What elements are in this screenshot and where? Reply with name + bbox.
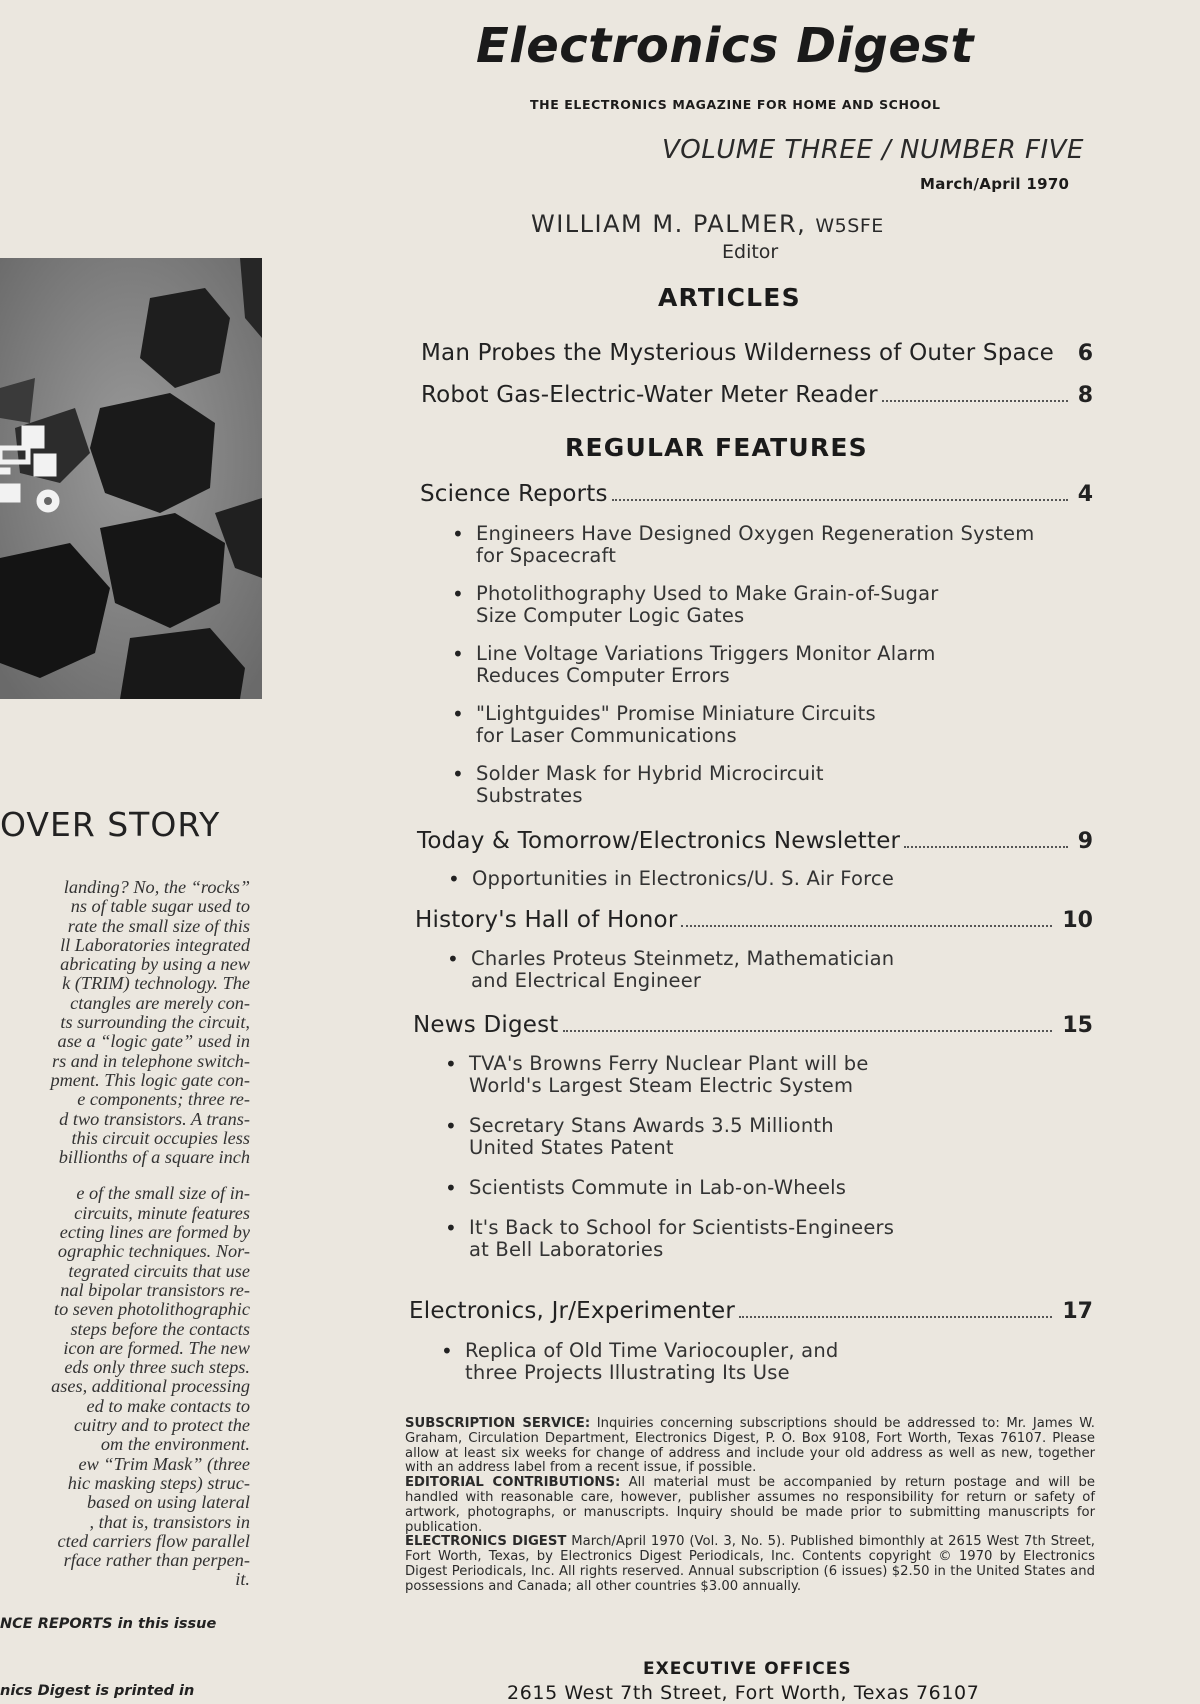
cover-story-line: eds only three such steps. [64, 1357, 250, 1378]
articles-list [421, 336, 1093, 408]
feature-title: Science Reports [420, 481, 608, 507]
volume-number: VOLUME THREE / NUMBER FIVE [662, 135, 1084, 165]
history-bullets [471, 948, 894, 992]
cover-photo [0, 258, 262, 699]
cover-story-line: it. [235, 1569, 250, 1590]
bullet-item: • TVA's Browns Ferry Nuclear Plant will be World's Largest Steam Electric System [469, 1053, 894, 1097]
magazine-tagline: THE ELECTRONICS MAGAZINE FOR HOME AND SCHOOL [530, 97, 941, 112]
article-row[interactable] [421, 378, 1093, 408]
cover-story-line: to seven photolithographic [54, 1299, 250, 1320]
feature-experimenter [409, 1294, 1093, 1324]
feature-row[interactable] [409, 1294, 1093, 1324]
issue-date: March/April 1970 [920, 175, 1070, 193]
cover-story-line: landing? No, the “rocks” [63, 877, 250, 897]
cover-story-line: steps before the contacts [70, 1318, 250, 1339]
cover-story-line: ase a “logic gate” used in [57, 1031, 250, 1052]
bullet-item: • It's Back to School for Scientists-Engineers at Bell Laboratories [469, 1217, 894, 1261]
article-title: Robot Gas-Electric-Water Meter Reader [421, 382, 878, 408]
cover-story-line: ew “Trim Mask” (three [78, 1453, 250, 1474]
cover-story-line: ecting lines are formed by [59, 1222, 250, 1243]
cover-story-line: ns of table sugar used to [70, 896, 250, 917]
cover-story-line: tegrated circuits that use [68, 1260, 250, 1281]
cover-story-line: based on using lateral [86, 1492, 250, 1513]
feature-history [415, 903, 1093, 933]
executive-offices-heading: EXECUTIVE OFFICES [643, 1659, 852, 1679]
articles-heading: ARTICLES [658, 283, 801, 312]
cover-story-line: circuits, minute features [74, 1202, 250, 1223]
editor-callsign: W5SFE [815, 215, 884, 237]
subscription-text: Inquiries concerning subscriptions should be addressed to: Mr. James W. Graham, Circulation Department, Electronics Digest, P. O. Box 9108, Fort Worth, Texas 76107. Please allow at least six weeks for change of address and include your old address as well as new, together with an address label from a recent issue, if possible. [405, 1416, 1095, 1476]
feature-news-digest [413, 1008, 1093, 1038]
cover-story-line: e components; three re- [77, 1089, 250, 1110]
fine-print [405, 1417, 1095, 1595]
dot-leader [612, 498, 1068, 501]
publication-text: March/April 1970 (Vol. 3, No. 5). Published bimonthly at 2615 West 7th Street, Fort Worth, Texas, by Electronics Digest Periodicals, Inc. Contents copyright © 1970 by Electronics Digest Periodicals, Inc. All rights reserved. Annual subscription (6 issues) $2.50 in the United States and possessions and Canada; all other countries $3.00 annually. [405, 1534, 1095, 1594]
experimenter-bullets [465, 1340, 838, 1384]
dot-leader [563, 1029, 1053, 1032]
bullet-item: • Photolithography Used to Make Grain-of-Sugar Size Computer Logic Gates [476, 583, 1034, 627]
science-reports-bullets [476, 523, 1034, 807]
cover-story-line: nal bipolar transistors re- [60, 1279, 250, 1300]
cover-story-line: cuitry and to protect the [73, 1415, 250, 1436]
editorial-text: All material must be accompanied by return postage and will be handled with reasonable care, however, publisher assumes no responsibility for return or safety of artwork, photographs, or manuscripts. Inquiry should be made prior to submitting manuscripts for publication. [405, 1475, 1095, 1535]
printed-note: nics Digest is printed in [0, 1683, 195, 1699]
article-row[interactable] [421, 336, 1093, 366]
editor-name [531, 210, 884, 238]
cover-story-line: ts surrounding the circuit, [60, 1012, 250, 1033]
dot-leader [681, 924, 1052, 927]
dot-leader [882, 399, 1068, 402]
cover-story-line: rs and in telephone switch- [51, 1050, 250, 1071]
article-page: 8 [1077, 383, 1093, 408]
cover-story-line: k (TRIM) technology. The [62, 973, 250, 994]
publication-label: ELECTRONICS DIGEST [405, 1534, 567, 1550]
feature-row[interactable] [413, 1008, 1093, 1038]
feature-row[interactable] [420, 477, 1093, 507]
feature-row[interactable] [415, 903, 1093, 933]
cover-story-line: hic masking steps) struc- [67, 1472, 250, 1493]
feature-title: News Digest [413, 1012, 559, 1038]
article-page: 6 [1077, 341, 1093, 366]
cover-story-line: billionths of a square inch [58, 1147, 250, 1168]
feature-page: 17 [1062, 1299, 1093, 1324]
article-title: Man Probes the Mysterious Wilderness of Outer Space [421, 340, 1055, 366]
dot-leader [904, 845, 1067, 848]
cover-story-line: abricating by using a new [60, 954, 250, 975]
feature-page: 15 [1062, 1013, 1093, 1038]
feature-page: 10 [1062, 908, 1093, 933]
cover-story-line: ed to make contacts to [86, 1395, 250, 1416]
cover-story-line: this circuit occupies less [71, 1127, 250, 1148]
bullet-item: • Solder Mask for Hybrid Microcircuit Substrates [476, 763, 1034, 807]
science-reports-note: NCE REPORTS in this issue [0, 1616, 217, 1632]
editor-title: Editor [722, 241, 779, 263]
editor-name-text: WILLIAM M. PALMER, [531, 210, 807, 238]
bullet-item: • Charles Proteus Steinmetz, Mathematician and Electrical Engineer [471, 948, 894, 992]
cover-story-line: ctangles are merely con- [70, 992, 250, 1013]
regular-features-heading: REGULAR FEATURES [565, 433, 868, 462]
bullet-item: • Secretary Stans Awards 3.5 Millionth United States Patent [469, 1115, 894, 1159]
newsletter-bullets [472, 868, 894, 890]
bullet-item: • Opportunities in Electronics/U. S. Air Force [472, 868, 894, 890]
bullet-item: • Replica of Old Time Variocoupler, and three Projects Illustrating Its Use [465, 1340, 838, 1384]
cover-story-line: cted carriers flow parallel [57, 1530, 250, 1551]
cover-story-line: om the environment. [100, 1434, 250, 1455]
subscription-service [405, 1417, 1095, 1476]
cover-story-line: rface rather than perpen- [63, 1550, 250, 1571]
feature-page: 9 [1077, 829, 1093, 854]
feature-row[interactable] [417, 824, 1093, 854]
cover-story-line: ll Laboratories integrated [60, 934, 250, 955]
cover-story-line: ographic techniques. Nor- [57, 1241, 250, 1262]
feature-newsletter [417, 824, 1093, 854]
cover-story-line: rate the small size of this [67, 915, 250, 936]
cover-story-line: , that is, transistors in [89, 1511, 250, 1532]
editorial-contributions [405, 1476, 1095, 1535]
cover-story-heading: OVER STORY [0, 805, 221, 844]
feature-title: Today & Tomorrow/Electronics Newsletter [417, 828, 901, 854]
bullet-item: • "Lightguides" Promise Miniature Circuits for Laser Communications [476, 703, 1034, 747]
publication-info [405, 1535, 1095, 1594]
feature-page: 4 [1077, 482, 1093, 507]
cover-story-line: e of the small size of in- [76, 1183, 250, 1204]
executive-offices-address: 2615 West 7th Street, Fort Worth, Texas 76107 [507, 1682, 980, 1704]
paragraph-gap [0, 1167, 250, 1184]
cover-photo-image [0, 258, 262, 699]
feature-title: Electronics, Jr/Experimenter [409, 1298, 736, 1324]
feature-title: History's Hall of Honor [415, 907, 678, 933]
editorial-label: EDITORIAL CONTRIBUTIONS: [405, 1475, 621, 1491]
feature-science-reports [420, 477, 1093, 507]
bullet-item: • Scientists Commute in Lab-on-Wheels [469, 1177, 894, 1199]
magazine-title: Electronics Digest [476, 18, 974, 74]
cover-story-text [0, 878, 250, 1590]
cover-story-line: icon are formed. The new [63, 1337, 250, 1358]
subscription-label: SUBSCRIPTION SERVICE: [405, 1416, 591, 1431]
bullet-item: • Engineers Have Designed Oxygen Regeneration System for Spacecraft [476, 523, 1034, 567]
cover-story-line: d two transistors. A trans- [59, 1108, 250, 1129]
cover-story-line: pment. This logic gate con- [50, 1069, 250, 1090]
cover-story-line: ases, additional processing [51, 1376, 250, 1397]
news-digest-bullets [469, 1053, 894, 1261]
dot-leader [739, 1315, 1052, 1318]
bullet-item: • Line Voltage Variations Triggers Monitor Alarm Reduces Computer Errors [476, 643, 1034, 687]
